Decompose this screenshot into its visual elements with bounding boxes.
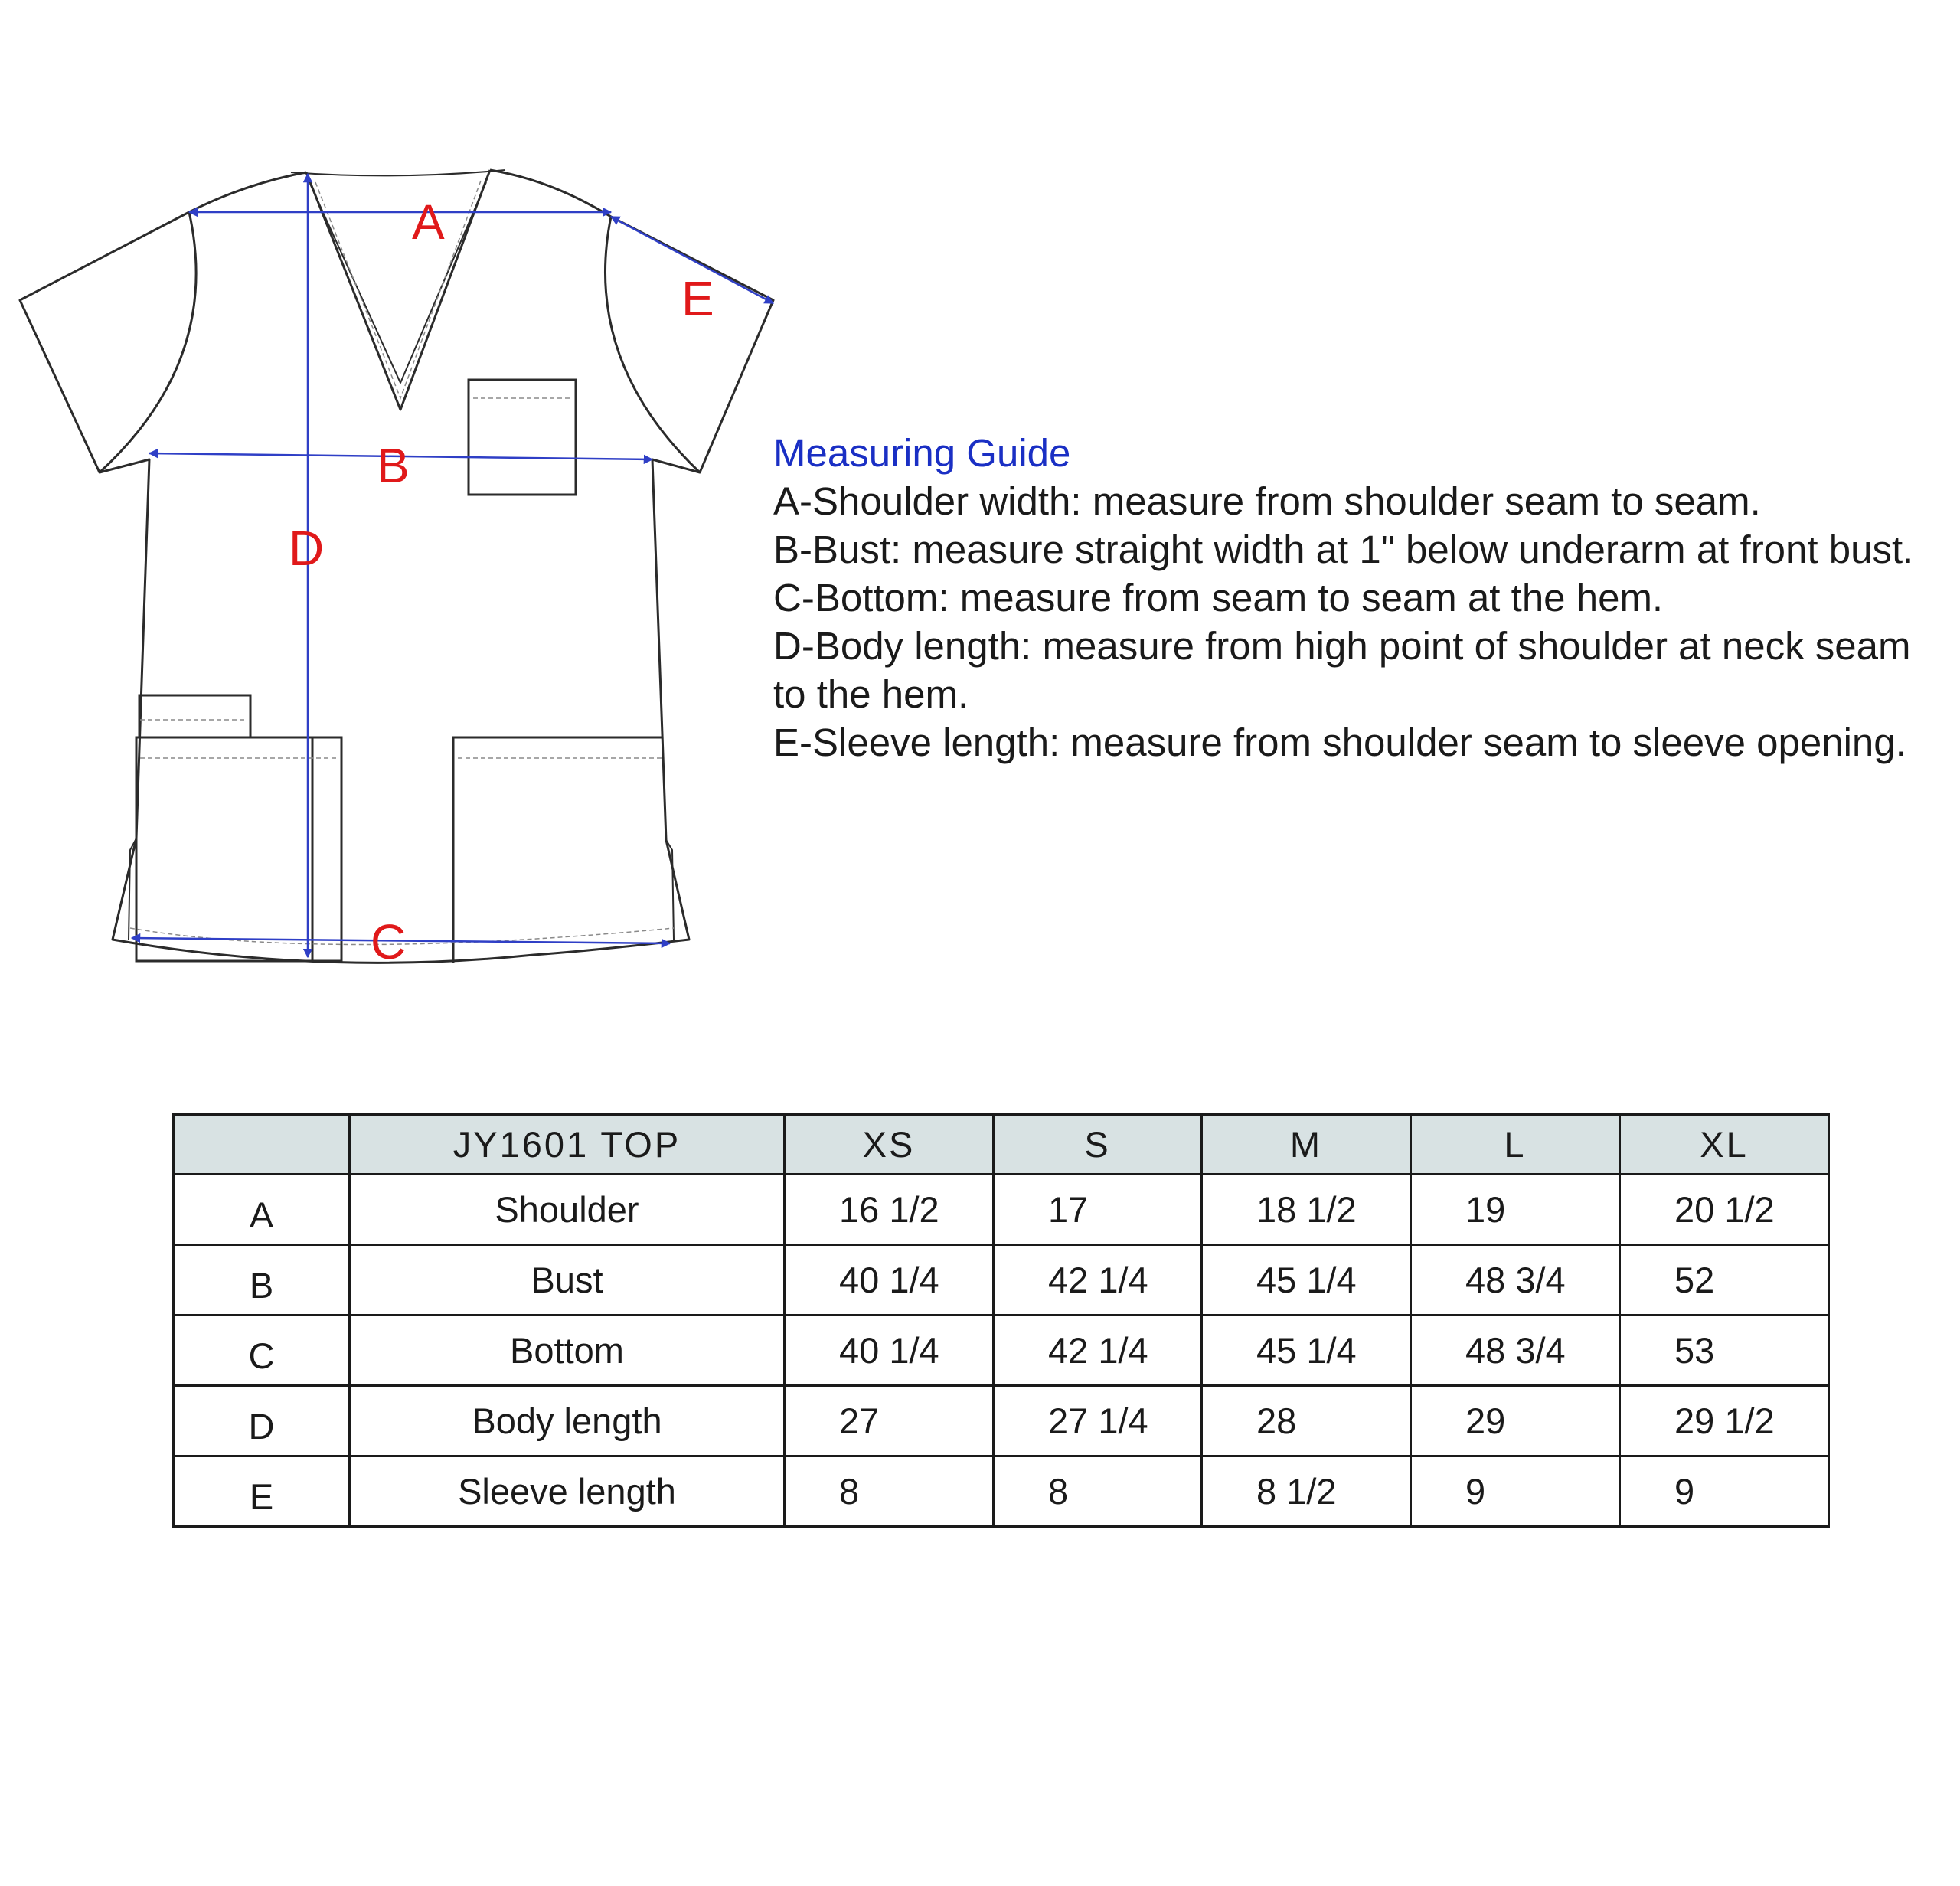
cell-value: 53	[1620, 1316, 1829, 1386]
row-measurement: Sleeve length	[350, 1456, 785, 1527]
guide-line-c: C-Bottom: measure from seam to seam at the hem.	[773, 576, 1664, 619]
cell-value: 48 3/4	[1411, 1245, 1620, 1316]
table-row	[174, 1316, 1829, 1386]
row-measurement: Shoulder	[350, 1175, 785, 1245]
right-lower-pocket	[453, 737, 662, 963]
cell-value: 28	[1202, 1386, 1411, 1456]
cell-value: 45 1/4	[1202, 1245, 1411, 1316]
label-d: D	[289, 521, 325, 576]
cell-value: 8	[994, 1456, 1202, 1527]
cell-value: 9	[1620, 1456, 1829, 1527]
cell-value: 45 1/4	[1202, 1316, 1411, 1386]
table-row	[174, 1386, 1829, 1456]
header-product: JY1601 TOP	[350, 1115, 785, 1175]
chest-pocket	[469, 380, 576, 495]
guide-line-d: D-Body length: measure from high point of shoulder at neck seam to the hem.	[773, 624, 1911, 716]
row-letter: B	[174, 1245, 350, 1316]
cell-value: 29	[1411, 1386, 1620, 1456]
header-size-m: M	[1202, 1115, 1411, 1175]
header-size-xl: XL	[1620, 1115, 1829, 1175]
header-size-xs: XS	[785, 1115, 994, 1175]
cell-value: 9	[1411, 1456, 1620, 1527]
guide-line-a: A-Shoulder width: measure from shoulder seam to seam.	[773, 479, 1761, 523]
guide-line-b: B-Bust: measure straight width at 1" below underarm at front bust.	[773, 528, 1914, 571]
cell-value: 29 1/2	[1620, 1386, 1829, 1456]
row-letter: E	[174, 1456, 350, 1527]
cell-value: 27 1/4	[994, 1386, 1202, 1456]
garment-outline	[20, 170, 773, 963]
row-letter: A	[174, 1175, 350, 1245]
cell-value: 8 1/2	[1202, 1456, 1411, 1527]
cell-value: 8	[785, 1456, 994, 1527]
row-letter: C	[174, 1316, 350, 1386]
table-row	[174, 1456, 1829, 1527]
cell-value: 20 1/2	[1620, 1175, 1829, 1245]
cell-value: 42 1/4	[994, 1316, 1202, 1386]
cell-value: 48 3/4	[1411, 1316, 1620, 1386]
collar-stitching	[315, 181, 481, 398]
header-corner	[174, 1115, 350, 1175]
cell-value: 42 1/4	[994, 1245, 1202, 1316]
header-size-l: L	[1411, 1115, 1620, 1175]
cell-value: 52	[1620, 1245, 1829, 1316]
label-b: B	[377, 438, 410, 493]
guide-title: Measuring Guide	[773, 431, 1071, 475]
left-lower-pockets	[136, 695, 341, 961]
cell-value: 16 1/2	[785, 1175, 994, 1245]
table-row	[174, 1175, 1829, 1245]
size-chart-table	[172, 1113, 1830, 1528]
table-row	[174, 1245, 1829, 1316]
row-measurement: Body length	[350, 1386, 785, 1456]
row-letter: D	[174, 1386, 350, 1456]
scrub-top-diagram	[0, 0, 812, 995]
label-e: E	[681, 271, 714, 326]
label-c: C	[371, 914, 407, 969]
cell-value: 27	[785, 1386, 994, 1456]
header-size-s: S	[994, 1115, 1202, 1175]
cell-value: 40 1/4	[785, 1245, 994, 1316]
measuring-guide	[773, 429, 1937, 766]
row-measurement: Bust	[350, 1245, 785, 1316]
guide-line-e: E-Sleeve length: measure from shoulder seam to sleeve opening.	[773, 721, 1906, 764]
cell-value: 17	[994, 1175, 1202, 1245]
cell-value: 19	[1411, 1175, 1620, 1245]
cell-value: 18 1/2	[1202, 1175, 1411, 1245]
table-header-row	[174, 1115, 1829, 1175]
cell-value: 40 1/4	[785, 1316, 994, 1386]
label-a: A	[412, 194, 445, 250]
row-measurement: Bottom	[350, 1316, 785, 1386]
